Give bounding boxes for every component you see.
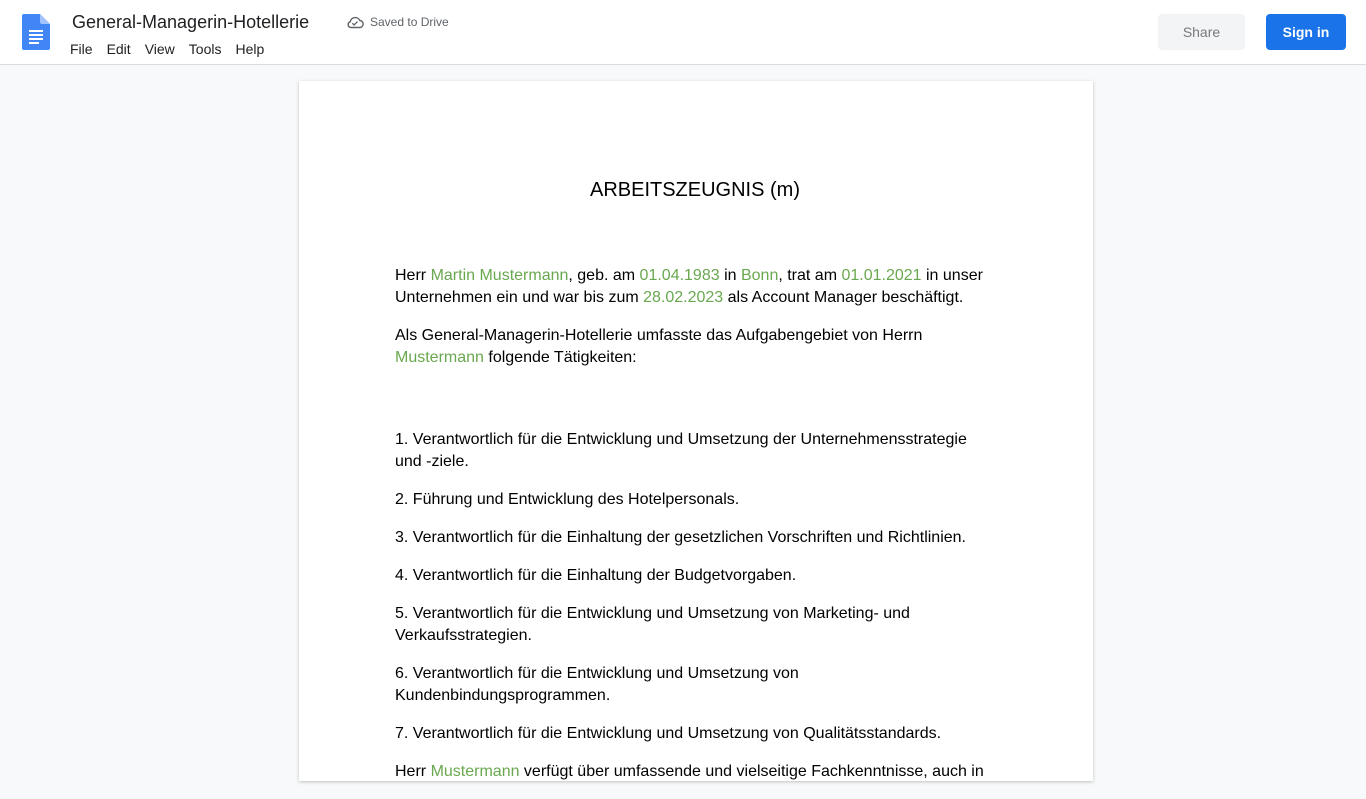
employee-lastname: Mustermann xyxy=(395,349,484,366)
menu-help[interactable]: Help xyxy=(235,41,265,57)
duties-intro-paragraph xyxy=(395,325,995,369)
birth-date: 01.04.1983 xyxy=(639,267,720,284)
birth-city: Bonn xyxy=(740,267,779,284)
text-run: , trat am xyxy=(778,267,842,284)
text-run: in xyxy=(719,267,741,284)
text-run: als Account Manager beschäftigt. xyxy=(723,289,964,306)
start-date: 01.01.2021 xyxy=(841,267,922,284)
skills-paragraph xyxy=(395,761,995,783)
google-docs-icon[interactable] xyxy=(22,14,50,50)
task-item: 6. Verantwortlich für die Entwicklung und Umsetzung von Kundenbindungsprogrammen. xyxy=(395,665,799,704)
task-item: 2. Führung und Entwicklung des Hotelpersonals. xyxy=(395,491,740,508)
save-status[interactable] xyxy=(346,13,449,31)
document-page[interactable] xyxy=(299,81,1093,781)
text-run: folgende Tätigkeiten: xyxy=(483,349,637,366)
menu-file[interactable]: File xyxy=(70,41,93,57)
employee-name: Martin Mustermann xyxy=(430,267,569,284)
task-item: 7. Verantwortlich für die Entwicklung und Umsetzung von Qualitätsstandards. xyxy=(395,725,942,742)
sign-in-button[interactable]: Sign in xyxy=(1266,14,1346,50)
text-run: verfügt über umfassende und vielseitige Fachkenntnisse, auch in xyxy=(519,763,984,780)
cloud-done-icon xyxy=(346,15,364,29)
menu-edit[interactable]: Edit xyxy=(106,41,131,57)
text-run: Als General-Managerin-Hotellerie umfasste das Aufgabengebiet von Herrn xyxy=(395,327,923,344)
task-item: 1. Verantwortlich für die Entwicklung und Umsetzung der Unternehmensstrategie und -ziele. xyxy=(395,431,967,470)
share-button[interactable]: Share xyxy=(1158,14,1245,50)
menu-view[interactable]: View xyxy=(144,41,175,57)
text-run: in unser Unternehmen ein und war bis zum xyxy=(395,267,983,306)
text-run: Herr xyxy=(395,267,431,284)
menu-bar xyxy=(63,38,271,60)
menu-tools[interactable]: Tools xyxy=(188,41,222,57)
document-body xyxy=(395,177,995,799)
blank-line xyxy=(395,385,995,429)
document-heading: ARBEITSZEUGNIS (m) xyxy=(589,179,800,201)
task-item: 4. Verantwortlich für die Einhaltung der Budgetvorgaben. xyxy=(395,567,797,584)
employee-lastname: Mustermann xyxy=(430,763,520,780)
task-item: 5. Verantwortlich für die Entwicklung und Umsetzung von Marketing- und Verkaufsstrategien. xyxy=(395,605,910,644)
end-date: 28.02.2023 xyxy=(643,289,724,306)
text-run: , geb. am xyxy=(568,267,640,284)
text-run: Herr xyxy=(395,763,431,780)
intro-paragraph xyxy=(395,265,995,309)
save-status-label: Saved to Drive xyxy=(370,15,449,29)
document-title[interactable]: General-Managerin-Hotellerie xyxy=(72,12,310,32)
top-bar xyxy=(0,0,1366,65)
task-item: 3. Verantwortlich für die Einhaltung der gesetzlichen Vorschriften und Richtlinien. xyxy=(395,529,966,546)
